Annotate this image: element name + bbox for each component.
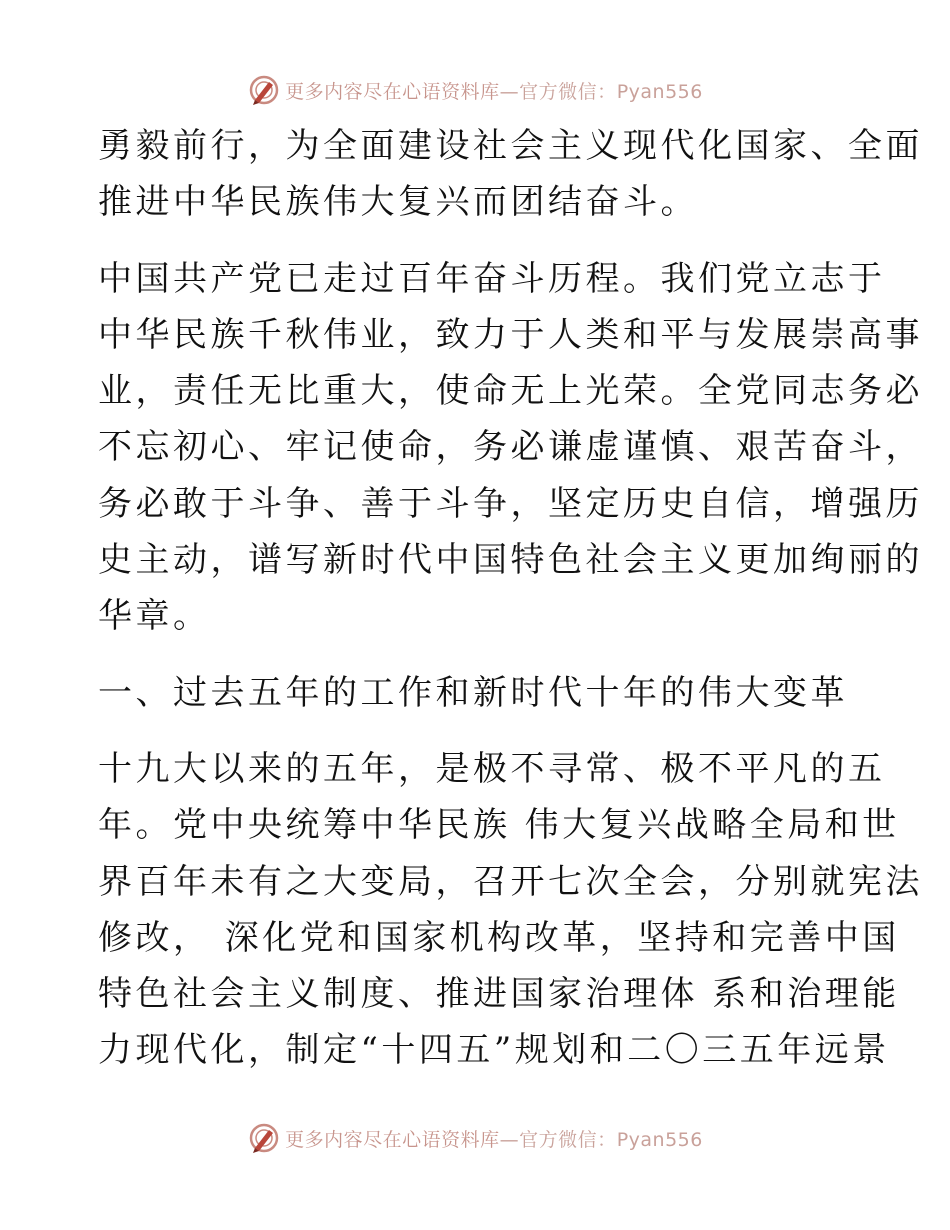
text-line: 界百年未有之大变局，召开七次全会，分别就宪法 [98,861,923,902]
watermark-contact-label: 官方微信： [519,1128,617,1151]
text-line: 力现代化，制定“十四五”规划和二〇三五年远景 [98,1030,890,1071]
watermark-dash: — [499,80,520,103]
pen-logo-icon [247,1121,281,1155]
watermark-contact-label: 官方微信： [519,80,617,103]
footer-watermark [0,1118,950,1158]
watermark-dash: — [499,1128,520,1151]
watermark-main: 更多内容尽在心语资料库 [285,80,500,103]
watermark-contact-id: Pyan556 [616,1128,703,1151]
paragraph-2 [98,251,923,645]
text-line: 业，责任无比重大，使命无上光荣。全党同志务必 [98,371,923,412]
text-line: 修改， 深化党和国家机构改革，坚持和完善中国 [98,917,900,958]
text-line: 勇毅前行，为全面建设社会主义现代化国家、全面 [98,126,923,166]
watermark-main: 更多内容尽在心语资料库 [285,1128,500,1151]
paragraph-3 [98,741,923,1079]
text-line: 华章。 [98,596,211,637]
text-line: 中国共产党已走过百年奋斗历程。我们党立志于 [98,258,886,299]
text-line: 年。党中央统筹中华民族 伟大复兴战略全局和世 [98,805,900,846]
watermark-contact-id: Pyan556 [616,80,703,103]
watermark-text [285,1125,703,1152]
text-line: 推进中华民族伟大复兴而团结奋斗。 [98,182,698,223]
paragraph-1 [98,118,923,231]
text-line: 十九大以来的五年，是极不寻常、极不平凡的五 [98,748,886,789]
text-line: 史主动，谱写新时代中国特色社会主义更加绚丽的 [98,540,923,581]
header-watermark [0,70,950,110]
text-line: 务必敢于斗争、善于斗争，坚定历史自信，增强历 [98,483,923,524]
section-heading [98,665,858,721]
text-line: 中华民族千秋伟业，致力于人类和平与发展崇高事 [98,314,923,355]
pen-logo-icon [247,73,281,107]
text-line: 不忘初心、牢记使命，务必谦虚谨慎、艰苦奋斗， [98,427,923,468]
heading-line: 一、过去五年的工作和新时代十年的伟大变革 [98,672,848,713]
watermark-text [285,77,703,104]
text-line: 特色社会主义制度、推进国家治理体 系和治理能 [98,974,900,1015]
document-body [98,118,923,1079]
